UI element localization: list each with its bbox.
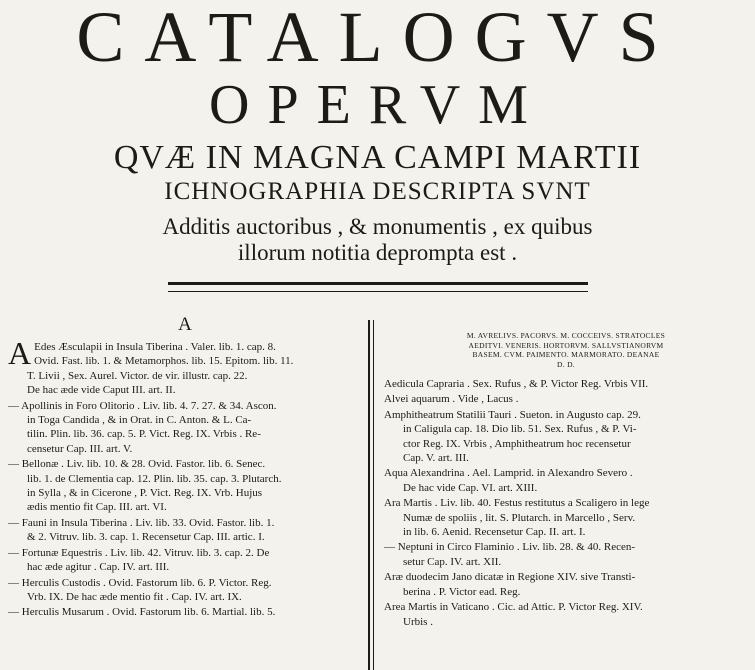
entry-line: — Fortunæ Equestris . Liv. lib. 42. Vitruv. lib. 3. cap. 2. De: [8, 546, 270, 559]
entry-line: ctor Reg. IX. Vrbis , Amphitheatrum hoc recensetur: [403, 437, 631, 450]
entry-line: in Caligula cap. 18. Dio lib. 51. Sex. Rufus , & P. Vi-: [403, 423, 637, 436]
catalog-entry: [384, 570, 748, 599]
catalog-entry: [384, 600, 748, 629]
catalog-entry: [8, 576, 362, 605]
dedication-inscription: [384, 331, 748, 369]
left-column: [8, 314, 362, 621]
entry-line: Urbis .: [403, 615, 433, 628]
entry-line: De hac vide Cap. VI. art. XIII.: [403, 481, 538, 494]
entry-line: Area Martis in Vaticano . Cic. ad Attic. P. Victor Reg. XIV.: [384, 601, 643, 614]
entry-line: Numæ de spoliis , lit. S. Plutarch. in Marcello , Serv.: [403, 511, 636, 524]
catalog-entry: [8, 399, 362, 457]
entry-line: Aedicula Capraria . Sex. Rufus , & P. Victor Reg. Vrbis VII.: [384, 378, 649, 390]
entry-line: Ovid. Fast. lib. 1. & Metamorphos. lib. 15. Epitom. lib. 11.: [34, 355, 294, 368]
entry-line: Amphitheatrum Statilii Tauri . Sueton. in Augusto cap. 29.: [384, 408, 641, 421]
catalog-entry: [8, 335, 362, 398]
inscription-line: D. D.: [557, 359, 575, 369]
entry-line: Cap. V. art. III.: [403, 452, 469, 465]
entry-line: — Herculis Custodis . Ovid. Fastorum lib. 6. P. Victor. Reg.: [8, 576, 272, 589]
inscription-line: AEDITVI. VENERIS. HORTORVM. SALLVSTIANORVM: [468, 340, 664, 350]
entry-line: censetur Cap. III. art. V.: [27, 442, 133, 455]
column-divider-thick: [368, 320, 370, 670]
entry-line: Edes Æsculapii in Insula Tiberina . Valer. lib. 1. cap. 8.: [34, 341, 276, 353]
entry-line: Ara Martis . Liv. lib. 40. Festus restitutus a Scaligero in lege: [384, 497, 650, 510]
entry-line: & 2. Vitruv. lib. 3. cap. 1. Recensetur Cap. III. artic. I.: [27, 531, 265, 544]
drop-initial: A: [8, 335, 32, 371]
entry-line: T. Livii , Sex. Aurel. Victor. de vir. illustr. cap. 22.: [27, 369, 248, 382]
right-column: [384, 331, 748, 630]
entry-line: in Toga Candida , & in Orat. in C. Anton. & L. Ca-: [27, 414, 252, 427]
entry-line: in lib. 6. Aenid. Recensetur Cap. II. art. I.: [403, 526, 586, 539]
entry-line: berina . P. Victor ead. Reg.: [403, 585, 521, 598]
catalog-entry: [384, 377, 748, 391]
inscription-line: BASEM. CVM. PAIMENTO. MARMORATO. DEANAE: [472, 350, 660, 359]
catalog-entry: [384, 392, 748, 406]
title-rule-thick: [168, 282, 588, 285]
catalog-entry: [8, 605, 362, 619]
subtitle-campi-martii: QVÆ IN MAGNA CAMPI MARTII: [113, 139, 642, 176]
title-operum: OPERVM: [209, 74, 546, 136]
subtitle-additis: Additis auctoribus , & monumentis , ex quibus: [162, 214, 593, 239]
catalog-entry: [384, 496, 748, 539]
entry-line: Vrb. IX. De hac æde mentio fit . Cap. IV. art. IX.: [27, 590, 242, 603]
entry-line: — Fauni in Insula Tiberina . Liv. lib. 33. Ovid. Fastor. lib. 1.: [8, 516, 275, 529]
catalog-entry: [8, 457, 362, 515]
entry-line: ædis mentio fit Cap. III. art. VI.: [27, 501, 167, 514]
subtitle-ichnographia: ICHNOGRAPHIA DESCRIPTA SVNT: [164, 178, 591, 205]
catalog-entry: [384, 466, 748, 495]
entry-line: — Neptuni in Circo Flaminio . Liv. lib. 28. & 40. Recen-: [384, 541, 636, 554]
entry-line: hac æde agitur . Cap. IV. art. III.: [27, 561, 170, 574]
entry-line: lib. 1. de Clementia cap. 12. Plin. lib. 35. cap. 3. Plutarch.: [27, 472, 282, 485]
catalog-entry: [8, 546, 362, 575]
entry-line: Aræ duodecim Jano dicatæ in Regione XIV. sive Transti-: [384, 571, 636, 584]
entry-line: tilin. Plin. lib. 36. cap. 5. P. Vict. Reg. IX. Vrbis . Re-: [27, 428, 261, 441]
entry-line: setur Cap. IV. art. XII.: [403, 555, 502, 568]
entry-line: — Bellonæ . Liv. lib. 10. & 28. Ovid. Fastor. lib. 6. Senec.: [8, 458, 266, 471]
column-divider-thin: [373, 320, 374, 670]
entry-line: — Apollinis in Foro Olitorio . Liv. lib. 4. 7. 27. & 34. Ascon.: [8, 399, 277, 412]
entry-line: De hac æde vide Caput III. art. II.: [27, 384, 176, 397]
entry-line: in Sylla , & in Cicerone , P. Vict. Reg. IX. Vrb. Hujus: [27, 487, 263, 500]
entry-line: Aqua Alexandrina . Ael. Lamprid. in Alexandro Severo .: [384, 467, 633, 480]
catalog-entry: [384, 408, 748, 466]
catalog-entry: [8, 516, 362, 545]
title-rule-thin: [168, 291, 588, 292]
inscription-line: M. AVRELIVS. PACORVS. M. COCCEIVS. STRATOCLES: [466, 331, 666, 340]
entry-line: — Herculis Musarum . Ovid. Fastorum lib. 6. Martial. lib. 5.: [8, 606, 276, 619]
catalog-entry: [384, 540, 748, 569]
section-letter: A: [178, 314, 192, 335]
entry-line: Alvei aquarum . Vide , Lacus .: [384, 393, 519, 406]
subtitle-illorum: illorum notitia deprompta est .: [237, 240, 518, 265]
title-catalogus: CATALOGVS: [76, 0, 679, 77]
